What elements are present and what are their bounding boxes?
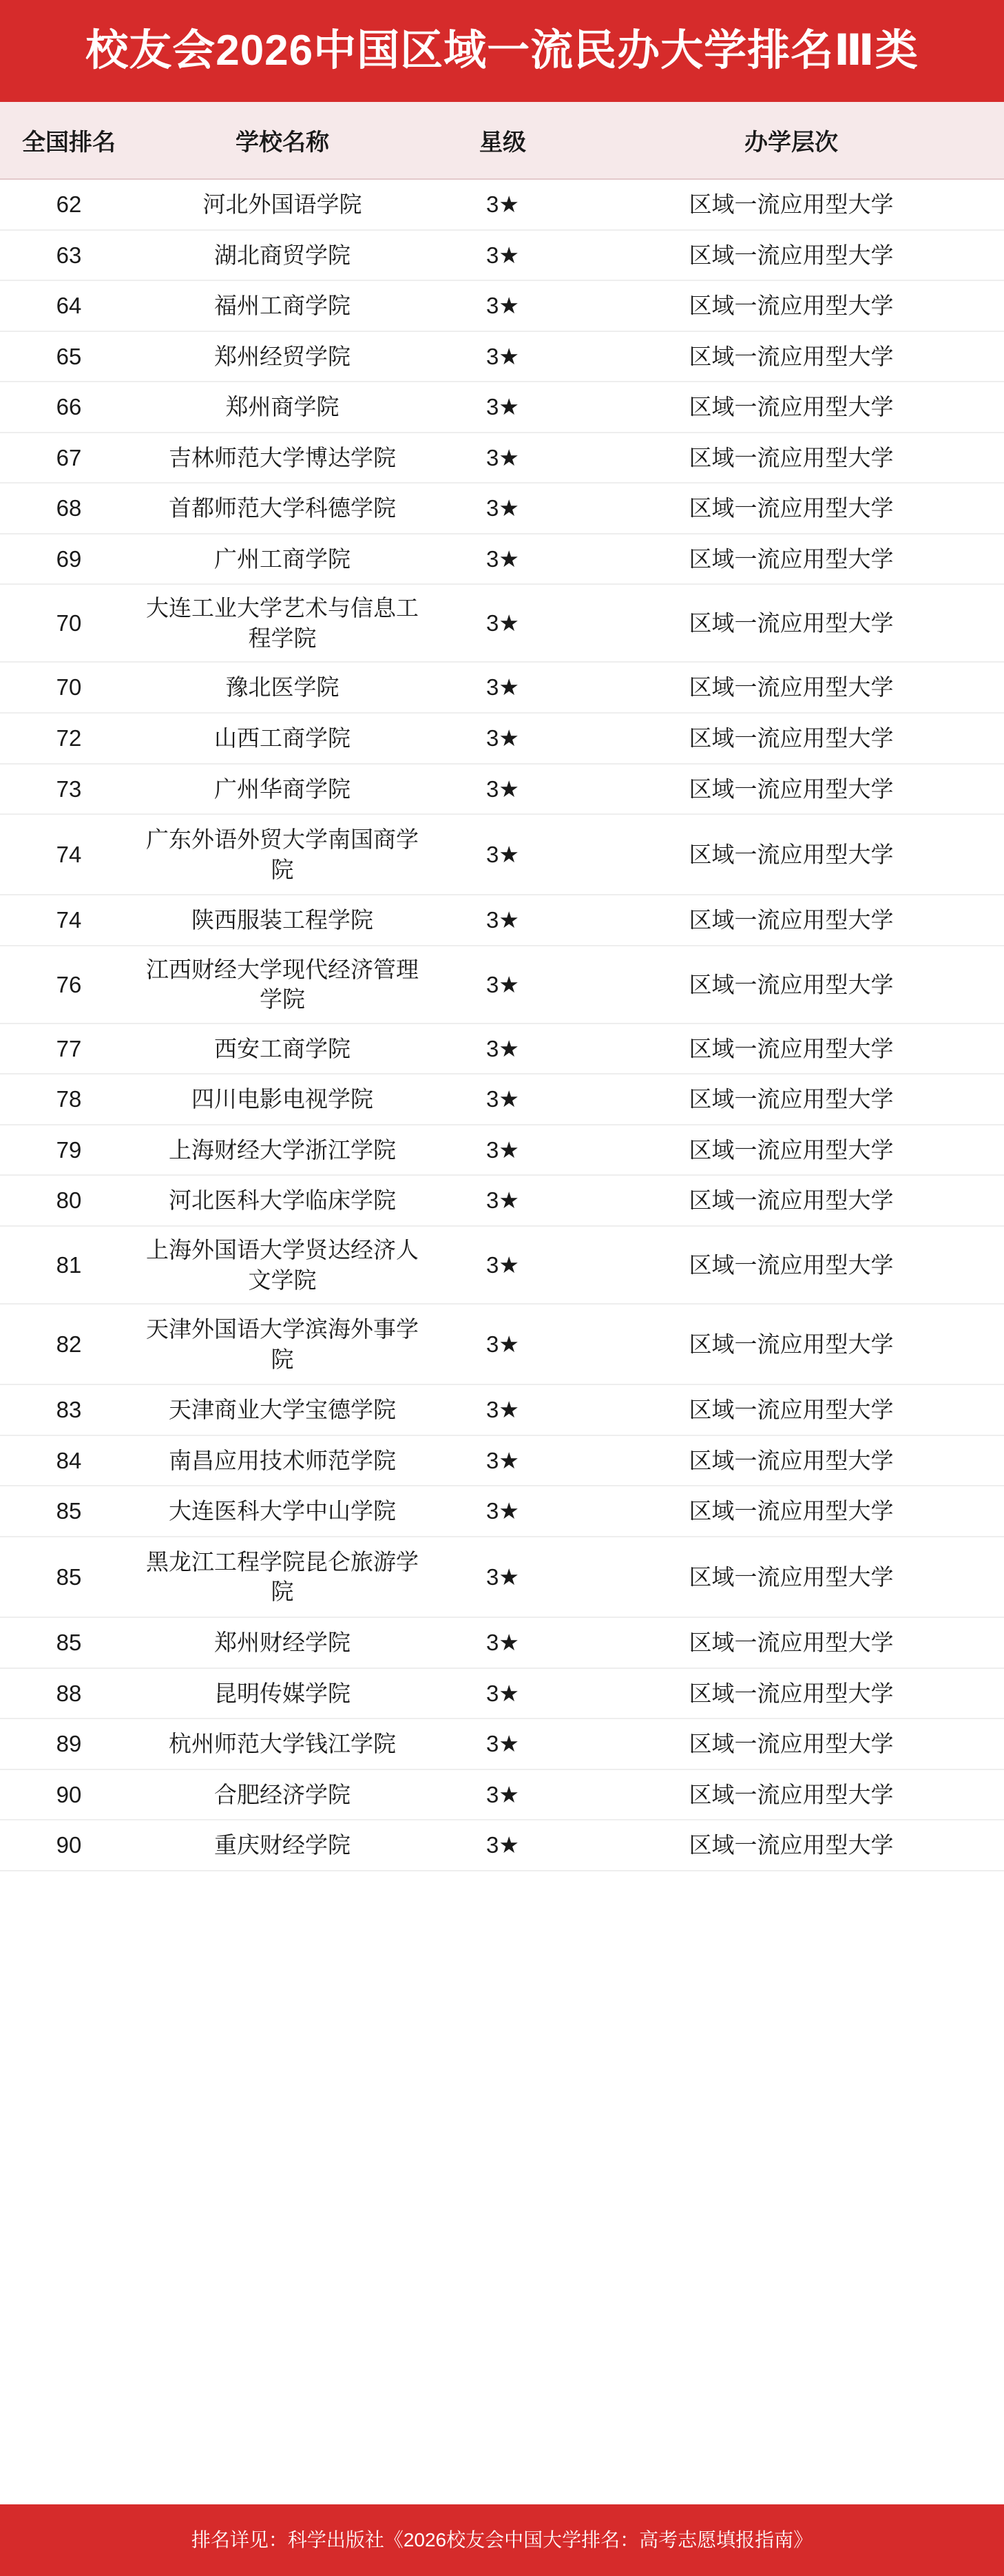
cell-star-rating: 3★ — [427, 1074, 578, 1125]
cell-school-name: 上海外国语大学贤达经济人文学院 — [138, 1226, 427, 1304]
cell-school-name: 河北医科大学临床学院 — [138, 1175, 427, 1226]
cell-school-name: 上海财经大学浙江学院 — [138, 1125, 427, 1176]
cell-level: 区域一流应用型大学 — [578, 584, 1004, 662]
cell-school-name: 杭州师范大学钱江学院 — [138, 1718, 427, 1769]
cell-star-rating: 3★ — [427, 230, 578, 281]
cell-level: 区域一流应用型大学 — [578, 534, 1004, 585]
cell-rank: 67 — [0, 433, 138, 484]
cell-star-rating: 3★ — [427, 1537, 578, 1617]
cell-school-name: 重庆财经学院 — [138, 1820, 427, 1871]
cell-rank: 74 — [0, 895, 138, 946]
cell-school-name: 大连医科大学中山学院 — [138, 1486, 427, 1537]
cell-star-rating: 3★ — [427, 1304, 578, 1384]
cell-level: 区域一流应用型大学 — [578, 230, 1004, 281]
table-row — [0, 584, 1004, 662]
cell-level: 区域一流应用型大学 — [578, 1226, 1004, 1304]
cell-school-name: 大连工业大学艺术与信息工程学院 — [138, 584, 427, 662]
cell-star-rating: 3★ — [427, 1769, 578, 1820]
cell-star-rating: 3★ — [427, 946, 578, 1024]
cell-level: 区域一流应用型大学 — [578, 1769, 1004, 1820]
table-row — [0, 331, 1004, 382]
cell-level: 区域一流应用型大学 — [578, 179, 1004, 230]
cell-level: 区域一流应用型大学 — [578, 1486, 1004, 1537]
cell-rank: 85 — [0, 1486, 138, 1537]
cell-level: 区域一流应用型大学 — [578, 1718, 1004, 1769]
cell-rank: 63 — [0, 230, 138, 281]
cell-rank: 73 — [0, 764, 138, 815]
ranking-table — [0, 102, 1004, 1871]
cell-level: 区域一流应用型大学 — [578, 1668, 1004, 1719]
cell-star-rating: 3★ — [427, 584, 578, 662]
table-row — [0, 179, 1004, 230]
cell-rank: 76 — [0, 946, 138, 1024]
cell-rank: 82 — [0, 1304, 138, 1384]
cell-star-rating: 3★ — [427, 662, 578, 713]
cell-level: 区域一流应用型大学 — [578, 1074, 1004, 1125]
column-header-level: 办学层次 — [578, 102, 1004, 179]
cell-school-name: 福州工商学院 — [138, 280, 427, 331]
cell-school-name: 首都师范大学科德学院 — [138, 483, 427, 534]
cell-star-rating: 3★ — [427, 534, 578, 585]
table-row — [0, 433, 1004, 484]
cell-rank: 70 — [0, 662, 138, 713]
table-row — [0, 946, 1004, 1024]
cell-rank: 79 — [0, 1125, 138, 1176]
cell-rank: 85 — [0, 1617, 138, 1668]
cell-school-name: 四川电影电视学院 — [138, 1074, 427, 1125]
table-row — [0, 1384, 1004, 1435]
table-row — [0, 534, 1004, 585]
cell-school-name: 天津外国语大学滨海外事学院 — [138, 1304, 427, 1384]
cell-level: 区域一流应用型大学 — [578, 764, 1004, 815]
cell-star-rating: 3★ — [427, 814, 578, 895]
cell-level: 区域一流应用型大学 — [578, 1617, 1004, 1668]
table-row — [0, 662, 1004, 713]
cell-rank: 62 — [0, 179, 138, 230]
cell-school-name: 广州华商学院 — [138, 764, 427, 815]
cell-school-name: 西安工商学院 — [138, 1024, 427, 1074]
cell-star-rating: 3★ — [427, 1226, 578, 1304]
cell-school-name: 天津商业大学宝德学院 — [138, 1384, 427, 1435]
cell-rank: 83 — [0, 1384, 138, 1435]
cell-rank: 90 — [0, 1820, 138, 1871]
cell-level: 区域一流应用型大学 — [578, 662, 1004, 713]
cell-level: 区域一流应用型大学 — [578, 1304, 1004, 1384]
column-header-rank: 全国排名 — [0, 102, 138, 179]
table-header-row — [0, 102, 1004, 179]
cell-rank: 81 — [0, 1226, 138, 1304]
cell-star-rating: 3★ — [427, 280, 578, 331]
cell-rank: 84 — [0, 1435, 138, 1486]
table-row — [0, 814, 1004, 895]
cell-school-name: 南昌应用技术师范学院 — [138, 1435, 427, 1486]
cell-rank: 65 — [0, 331, 138, 382]
cell-school-name: 山西工商学院 — [138, 713, 427, 764]
cell-level: 区域一流应用型大学 — [578, 280, 1004, 331]
cell-star-rating: 3★ — [427, 1384, 578, 1435]
cell-star-rating: 3★ — [427, 1024, 578, 1074]
table-row — [0, 280, 1004, 331]
table-row — [0, 1668, 1004, 1719]
table-row — [0, 230, 1004, 281]
cell-star-rating: 3★ — [427, 433, 578, 484]
cell-rank: 69 — [0, 534, 138, 585]
table-row — [0, 1617, 1004, 1668]
page-footer — [0, 2504, 1004, 2576]
cell-rank: 74 — [0, 814, 138, 895]
cell-rank: 85 — [0, 1537, 138, 1617]
cell-star-rating: 3★ — [427, 1125, 578, 1176]
table-row — [0, 1718, 1004, 1769]
table-row — [0, 764, 1004, 815]
cell-level: 区域一流应用型大学 — [578, 895, 1004, 946]
table-row — [0, 1304, 1004, 1384]
table-row — [0, 895, 1004, 946]
page-title: 校友会2026中国区域一流民办大学排名Ⅲ类 — [85, 26, 919, 74]
cell-rank: 70 — [0, 584, 138, 662]
cell-level: 区域一流应用型大学 — [578, 1024, 1004, 1074]
cell-level: 区域一流应用型大学 — [578, 1537, 1004, 1617]
cell-star-rating: 3★ — [427, 1435, 578, 1486]
cell-star-rating: 3★ — [427, 1486, 578, 1537]
table-row — [0, 713, 1004, 764]
table-row — [0, 1820, 1004, 1871]
table-row — [0, 1226, 1004, 1304]
cell-level: 区域一流应用型大学 — [578, 1435, 1004, 1486]
cell-level: 区域一流应用型大学 — [578, 433, 1004, 484]
cell-star-rating: 3★ — [427, 895, 578, 946]
cell-level: 区域一流应用型大学 — [578, 814, 1004, 895]
table-row — [0, 1074, 1004, 1125]
cell-star-rating: 3★ — [427, 764, 578, 815]
cell-level: 区域一流应用型大学 — [578, 1125, 1004, 1176]
footer-note: 排名详见：科学出版社《2026校友会中国大学排名：高考志愿填报指南》 — [191, 2528, 813, 2551]
table-row — [0, 382, 1004, 433]
cell-rank: 80 — [0, 1175, 138, 1226]
cell-rank: 90 — [0, 1769, 138, 1820]
table-row — [0, 1769, 1004, 1820]
cell-rank: 77 — [0, 1024, 138, 1074]
cell-school-name: 吉林师范大学博达学院 — [138, 433, 427, 484]
page-header — [0, 0, 1004, 102]
cell-school-name: 郑州经贸学院 — [138, 331, 427, 382]
cell-star-rating: 3★ — [427, 382, 578, 433]
cell-school-name: 豫北医学院 — [138, 662, 427, 713]
cell-star-rating: 3★ — [427, 1820, 578, 1871]
cell-level: 区域一流应用型大学 — [578, 331, 1004, 382]
cell-school-name: 广州工商学院 — [138, 534, 427, 585]
cell-rank: 88 — [0, 1668, 138, 1719]
table-row — [0, 1024, 1004, 1074]
table-row — [0, 1486, 1004, 1537]
cell-star-rating: 3★ — [427, 1617, 578, 1668]
cell-star-rating: 3★ — [427, 179, 578, 230]
table-body — [0, 179, 1004, 1871]
cell-level: 区域一流应用型大学 — [578, 382, 1004, 433]
cell-star-rating: 3★ — [427, 1718, 578, 1769]
cell-school-name: 河北外国语学院 — [138, 179, 427, 230]
cell-star-rating: 3★ — [427, 1175, 578, 1226]
column-header-star: 星级 — [427, 102, 578, 179]
cell-level: 区域一流应用型大学 — [578, 1820, 1004, 1871]
cell-school-name: 广东外语外贸大学南国商学院 — [138, 814, 427, 895]
column-header-name: 学校名称 — [138, 102, 427, 179]
cell-school-name: 郑州商学院 — [138, 382, 427, 433]
cell-school-name: 郑州财经学院 — [138, 1617, 427, 1668]
cell-rank: 66 — [0, 382, 138, 433]
cell-rank: 89 — [0, 1718, 138, 1769]
cell-school-name: 江西财经大学现代经济管理学院 — [138, 946, 427, 1024]
cell-level: 区域一流应用型大学 — [578, 1384, 1004, 1435]
cell-star-rating: 3★ — [427, 713, 578, 764]
table-header — [0, 102, 1004, 179]
table-row — [0, 483, 1004, 534]
cell-rank: 78 — [0, 1074, 138, 1125]
table-row — [0, 1435, 1004, 1486]
cell-school-name: 湖北商贸学院 — [138, 230, 427, 281]
cell-rank: 72 — [0, 713, 138, 764]
cell-rank: 68 — [0, 483, 138, 534]
table-row — [0, 1125, 1004, 1176]
table-row — [0, 1175, 1004, 1226]
cell-school-name: 陕西服装工程学院 — [138, 895, 427, 946]
cell-school-name: 合肥经济学院 — [138, 1769, 427, 1820]
cell-school-name: 黑龙江工程学院昆仑旅游学院 — [138, 1537, 427, 1617]
cell-star-rating: 3★ — [427, 1668, 578, 1719]
cell-star-rating: 3★ — [427, 331, 578, 382]
cell-level: 区域一流应用型大学 — [578, 1175, 1004, 1226]
table-row — [0, 1537, 1004, 1617]
cell-level: 区域一流应用型大学 — [578, 483, 1004, 534]
cell-level: 区域一流应用型大学 — [578, 946, 1004, 1024]
cell-rank: 64 — [0, 280, 138, 331]
cell-level: 区域一流应用型大学 — [578, 713, 1004, 764]
cell-star-rating: 3★ — [427, 483, 578, 534]
cell-school-name: 昆明传媒学院 — [138, 1668, 427, 1719]
